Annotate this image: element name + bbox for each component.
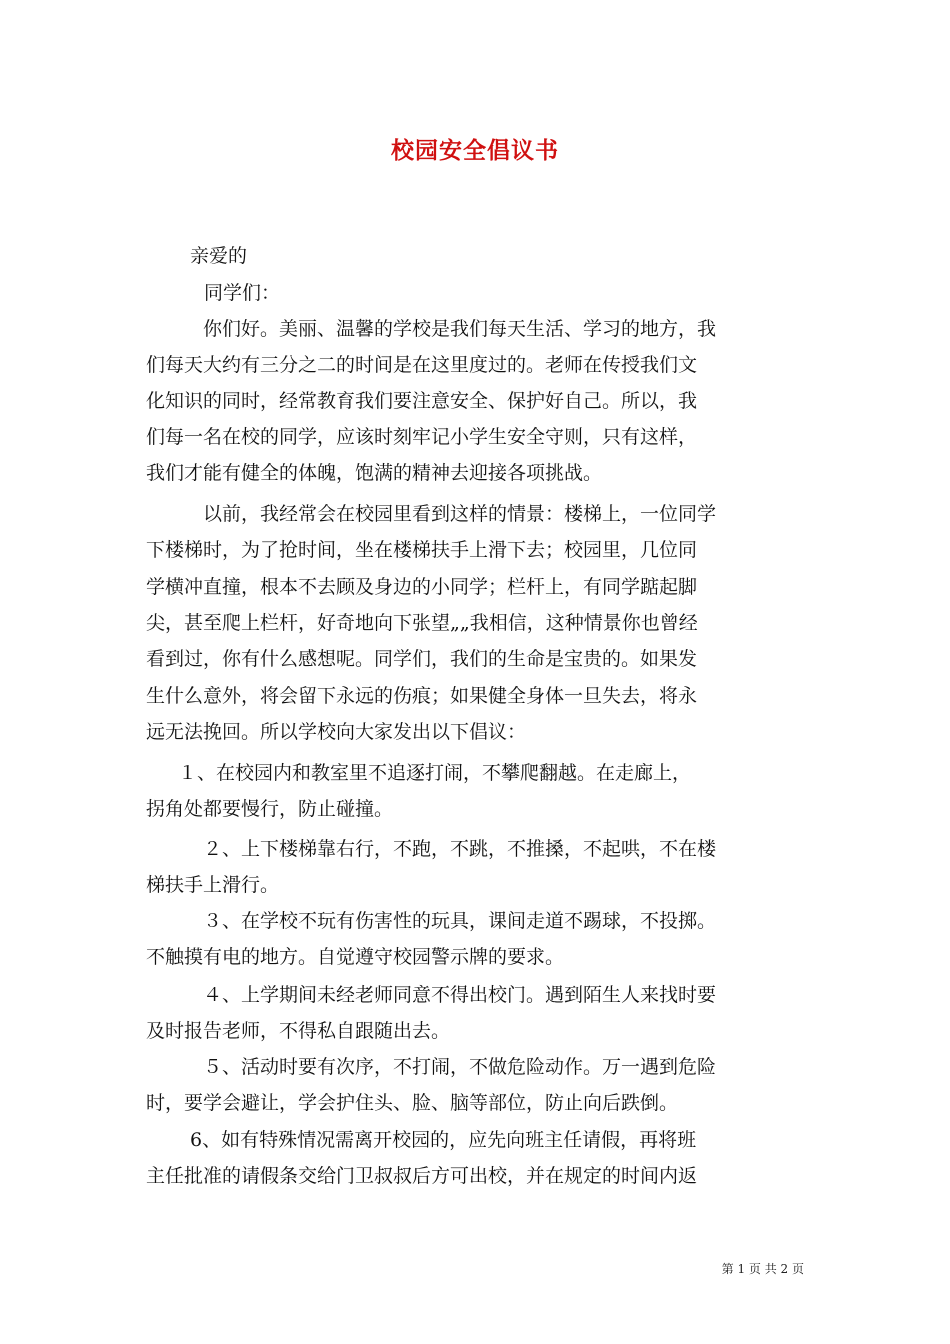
body-line: 我们才能有健全的体魄，饱满的精神去迎接各项挑战。 [146,462,603,484]
list-item-line: 拐角处都要慢行，防止碰撞。 [146,798,394,820]
body-line: 生什么意外，将会留下永远的伤痕；如果健全身体一旦失去，将永 [146,685,698,707]
body-line: 化知识的同时，经常教育我们要注意安全、保护好自己。所以，我 [146,390,698,412]
list-item-line: 6、如有特殊情况需离开校园的，应先向班主任请假，再将班 [190,1129,697,1151]
body-line: 们每天大约有三分之二的时间是在这里度过的。老师在传授我们文 [146,354,698,376]
list-item-line: 及时报告老师，不得私自跟随出去。 [146,1020,451,1042]
list-item-line: ５、活动时要有次序，不打闹，不做危险动作。万一遇到危险 [203,1056,717,1078]
list-item-line: 主任批准的请假条交给门卫叔叔后方可出校，并在规定的时间内返 [146,1165,698,1187]
body-line: 远无法挽回。所以学校向大家发出以下倡议： [146,721,527,743]
body-line: 学横冲直撞，根本不去顾及身边的小同学；栏杆上，有同学踮起脚 [146,576,698,598]
greeting-line-1: 亲爱的 [190,245,248,267]
list-item-line: 时，要学会避让，学会护住头、脸、脑等部位，防止向后跌倒。 [146,1092,679,1114]
page-number-footer: 第 1 页 共 2 页 [721,1262,804,1276]
list-item-line: ３、在学校不玩有伤害性的玩具，课间走道不踢球，不投掷。 [203,910,717,932]
list-item-line: 不触摸有电的地方。自觉遵守校园警示牌的要求。 [146,946,565,968]
body-line: 看到过，你有什么感想呢。同学们，我们的生命是宝贵的。如果发 [146,648,698,670]
body-line: 你们好。美丽、温馨的学校是我们每天生活、学习的地方，我 [203,318,717,340]
page-title: 校园安全倡议书 [391,137,559,164]
greeting-line-2: 同学们： [204,282,281,304]
list-item-line: 梯扶手上滑行。 [146,874,280,896]
list-item-line: ２、上下楼梯靠右行，不跑，不跳，不推搡，不起哄，不在楼 [203,838,717,860]
body-line: 下楼梯时，为了抢时间，坐在楼梯扶手上滑下去；校园里，几位同 [146,539,698,561]
body-line: 们每一名在校的同学，应该时刻牢记小学生安全守则，只有这样， [146,426,698,448]
list-item-line: ４、上学期间未经老师同意不得出校门。遇到陌生人来找时要 [203,984,717,1006]
body-line: 尖，甚至爬上栏杆，好奇地向下张望„„我相信，这种情景你也曾经 [146,612,698,634]
list-item-line: １、在校园内和教室里不追逐打闹，不攀爬翻越。在走廊上， [178,762,692,784]
body-line: 以前，我经常会在校园里看到这样的情景：楼梯上，一位同学 [203,503,717,525]
